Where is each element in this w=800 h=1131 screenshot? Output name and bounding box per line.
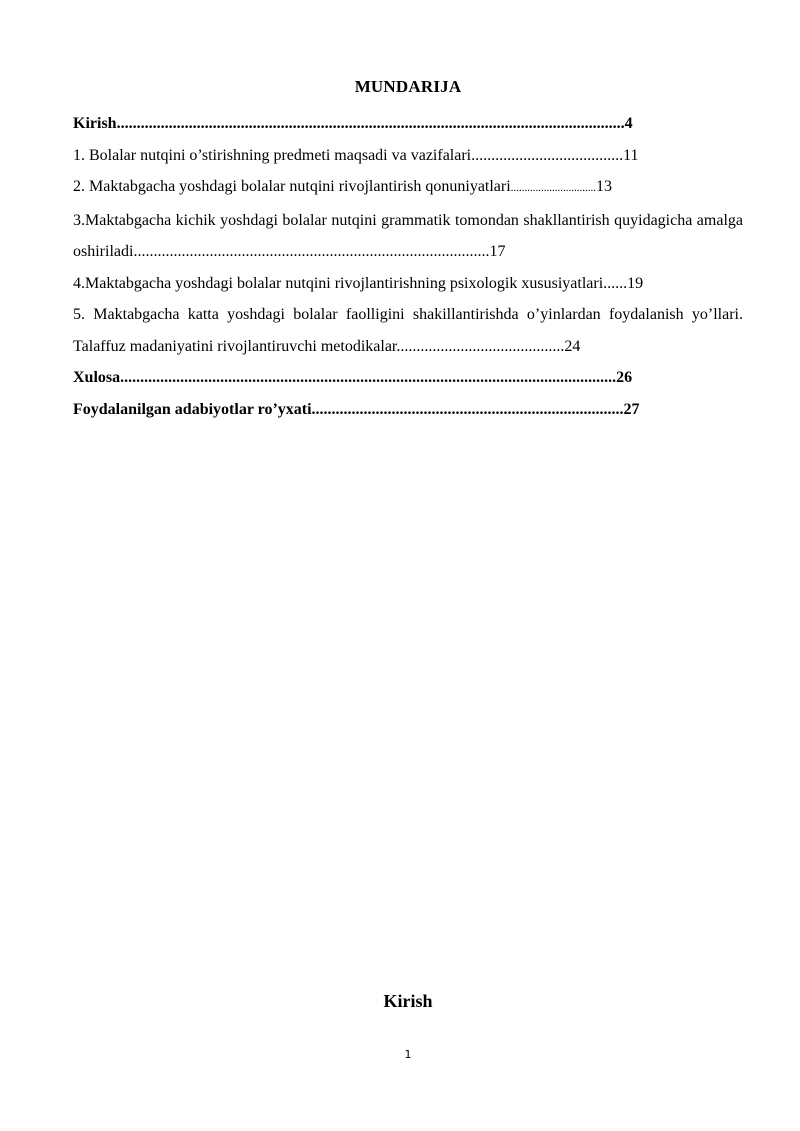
- toc-title: MUNDARIJA: [354, 77, 462, 96]
- toc-entry-xulosa[interactable]: Xulosa............................................................................................................................26: [73, 369, 633, 386]
- table-of-contents: [73, 108, 743, 425]
- toc-entry-adabiyotlar[interactable]: Foydalanilgan adabiyotlar ro’yxati..............................................................................27: [73, 400, 640, 418]
- section-heading-kirish: Kirish: [383, 991, 433, 1011]
- toc-entry-2-page: 13: [595, 178, 612, 195]
- toc-entry-2[interactable]: [73, 171, 743, 205]
- toc-entry-2-text: 2. Maktabgacha yoshdagi bolalar nutqini rivojlantirish qonuniyatlari: [73, 178, 511, 195]
- page-number: 1: [404, 1048, 412, 1061]
- toc-entry-2-dots: ...............................: [510, 182, 596, 194]
- toc-entry-kirish[interactable]: Kirish...............................................................................................................................4: [73, 115, 633, 132]
- toc-entry-3[interactable]: 3.Maktabgacha kichik yoshdagi bolalar nutqini grammatik tomondan shakllantirish quyidagicha amalga oshiriladi.........................................................................................17: [73, 211, 743, 260]
- toc-entry-4[interactable]: 4.Maktabgacha yoshdagi bolalar nutqini rivojlantirishning psixologik xususiyatlari......19: [73, 274, 644, 292]
- toc-entry-1[interactable]: 1. Bolalar nutqini o’stirishning predmeti maqsadi va vazifalari......................................11: [73, 146, 639, 164]
- toc-entry-5[interactable]: 5. Maktabgacha katta yoshdagi bolalar faolligini shakillantirishda o’yinlardan foydalanish yo’llari. Talaffuz madaniyatini rivojlantiruvchi metodikalar..........................................24: [73, 306, 743, 355]
